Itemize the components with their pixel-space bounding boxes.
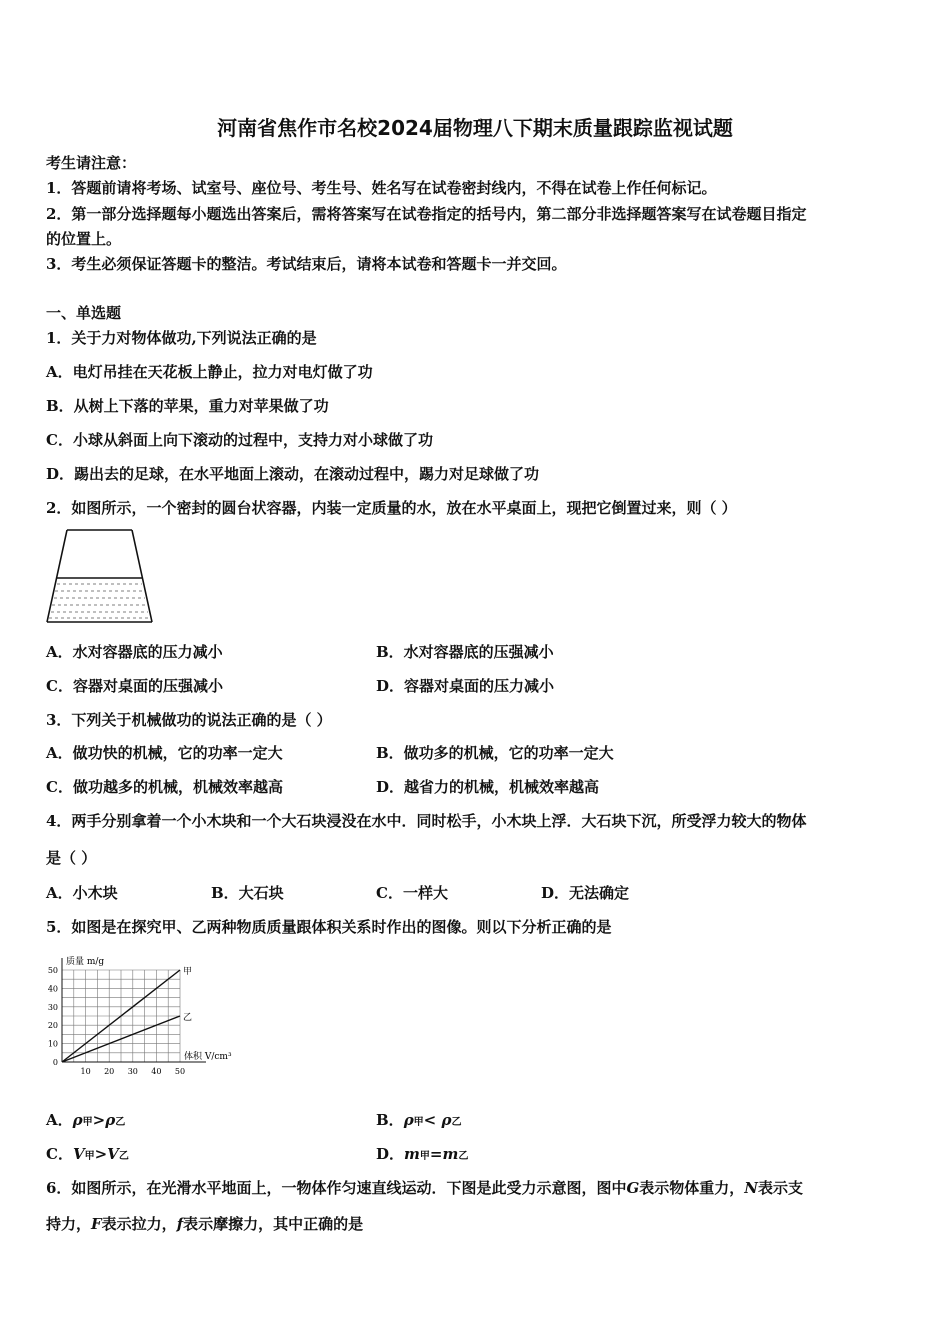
frustum-container-figure <box>44 528 156 626</box>
page-title: 河南省焦作市名校2024届物理八下期末质量跟踪监视试题 <box>217 116 733 140</box>
option-prefix: B． <box>376 1111 404 1129</box>
y-tick-label: 40 <box>47 984 58 994</box>
question-1-option-c: C．小球从斜面上向下滚动的过程中，支持力对小球做了功 <box>46 431 433 449</box>
symbol: m <box>404 1145 420 1163</box>
question-1-option-a: A．电灯吊挂在天花板上静止，拉力对电灯做了功 <box>46 363 373 381</box>
section-heading: 一、单选题 <box>46 304 122 322</box>
operator: = <box>429 1145 443 1163</box>
symbol-f: f <box>176 1215 184 1233</box>
notice-item: 3．考生必须保证答题卡的整洁。考试结束后，请将本试卷和答题卡一并交回。 <box>46 255 567 273</box>
operator: > <box>94 1145 108 1163</box>
symbol: ρ <box>72 1111 83 1129</box>
x-tick-label: 30 <box>127 1067 138 1076</box>
question-2-stem: 2．如图所示，一个密封的圆台状容器，内装一定质量的水，放在水平桌面上，现把它倒置过来，则（ ） <box>46 499 737 517</box>
subscript: 乙 <box>451 1117 462 1128</box>
symbol-n: N <box>744 1179 758 1197</box>
symbol: m <box>442 1145 459 1163</box>
option-prefix: D． <box>376 1145 405 1163</box>
subscript: 乙 <box>115 1117 126 1128</box>
x-tick-label: 50 <box>174 1067 186 1076</box>
text: 表示拉力， <box>101 1215 177 1233</box>
notice-item: 的位置上。 <box>46 230 122 248</box>
subscript: 甲 <box>419 1151 430 1162</box>
question-5-option-a <box>46 1109 125 1130</box>
y-axis-label: 质量 m/g <box>66 957 105 967</box>
question-1-option-b: B．从树上下落的苹果，重力对苹果做了功 <box>46 397 329 415</box>
question-1-option-d: D．踢出去的足球，在水平地面上滚动，在滚动过程中，踢力对足球做了功 <box>46 465 540 483</box>
question-3-option-d: D．越省力的机械，机械效率越高 <box>376 778 600 796</box>
question-6-stem <box>46 1177 803 1198</box>
y-tick-label: 20 <box>47 1021 58 1031</box>
symbol: V <box>107 1145 119 1163</box>
text: 表示摩擦力，其中正确的是 <box>183 1215 364 1233</box>
text: 持力， <box>46 1215 92 1233</box>
symbol: ρ <box>403 1111 414 1129</box>
question-5-option-c <box>46 1143 129 1164</box>
question-5-stem: 5．如图是在探究甲、乙两种物质质量跟体积关系时作出的图像。则以下分析正确的是 <box>46 918 612 936</box>
operator: < <box>423 1111 442 1129</box>
question-5-option-b <box>376 1109 461 1130</box>
question-3-stem: 3．下列关于机械做功的说法正确的是（ ） <box>46 711 332 729</box>
x-tick-label: 10 <box>80 1067 91 1076</box>
symbol: V <box>72 1145 85 1163</box>
question-3-option-b: B．做功多的机械，它的功率一定大 <box>376 744 614 762</box>
question-5-option-d <box>376 1143 468 1164</box>
x-axis-label: 体积 V/cm³ <box>184 1052 232 1062</box>
question-2-option-b: B．水对容器底的压强减小 <box>376 643 554 661</box>
x-tick-label: 40 <box>151 1067 162 1076</box>
notice-item: 1．答题前请将考场、试室号、座位号、考生号、姓名写在试卷密封线内，不得在试卷上作任何标记。 <box>46 179 717 197</box>
y-tick-label: 50 <box>47 966 58 975</box>
question-2-option-c: C．容器对桌面的压强减小 <box>46 677 223 695</box>
question-3-option-a: A．做功快的机械，它的功率一定大 <box>46 744 283 762</box>
subscript: 甲 <box>84 1151 95 1162</box>
question-2-option-d: D．容器对桌面的压力减小 <box>376 677 555 695</box>
subscript: 乙 <box>458 1151 469 1162</box>
question-2-option-a: A．水对容器底的压力减小 <box>46 643 223 661</box>
question-4-stem: 4．两手分别拿着一个小木块和一个大石块浸没在水中．同时松手，小木块上浮．大石块下沉，所受浮力较大的物体 <box>46 812 807 830</box>
text: 表示物体重力， <box>639 1179 745 1197</box>
question-4-option-b: B．大石块 <box>211 884 284 902</box>
text: 表示支 <box>758 1179 804 1197</box>
option-prefix: A． <box>46 1111 73 1129</box>
y-tick-label: 0 <box>52 1058 58 1067</box>
operator: > <box>92 1111 106 1129</box>
question-4-option-a: A．小木块 <box>46 884 118 902</box>
symbol: ρ <box>441 1111 452 1129</box>
y-tick-label: 10 <box>47 1039 58 1049</box>
option-prefix: C． <box>46 1145 73 1163</box>
series-label: 甲 <box>183 967 193 977</box>
mass-volume-chart <box>40 944 260 1078</box>
series-label: 乙 <box>183 1013 193 1023</box>
question-6-stem-cont <box>46 1213 363 1234</box>
notice-heading: 考生请注意： <box>46 154 137 172</box>
notice-item: 2．第一部分选择题每小题选出答案后，需将答案写在试卷指定的括号内，第二部分非选择题答案写在试卷题目指定 <box>46 205 807 223</box>
x-tick-label: 20 <box>104 1067 115 1076</box>
question-4-stem-cont: 是（ ） <box>46 849 97 867</box>
subscript: 乙 <box>118 1151 129 1162</box>
text: 6．如图所示，在光滑水平地面上，一物体作匀速直线运动．下图是此受力示意图，图中 <box>46 1179 627 1197</box>
question-4-option-c: C．一样大 <box>376 884 448 902</box>
subscript: 甲 <box>82 1117 93 1128</box>
question-1-stem: 1．关于力对物体做功,下列说法正确的是 <box>46 329 317 347</box>
y-tick-label: 30 <box>47 1002 58 1012</box>
symbol-f-cap: F <box>91 1215 102 1233</box>
symbol: ρ <box>105 1111 116 1129</box>
symbol-g: G <box>626 1179 640 1197</box>
question-4-option-d: D．无法确定 <box>541 884 630 902</box>
question-3-option-c: C．做功越多的机械，机械效率越高 <box>46 778 283 796</box>
subscript: 甲 <box>413 1117 424 1128</box>
